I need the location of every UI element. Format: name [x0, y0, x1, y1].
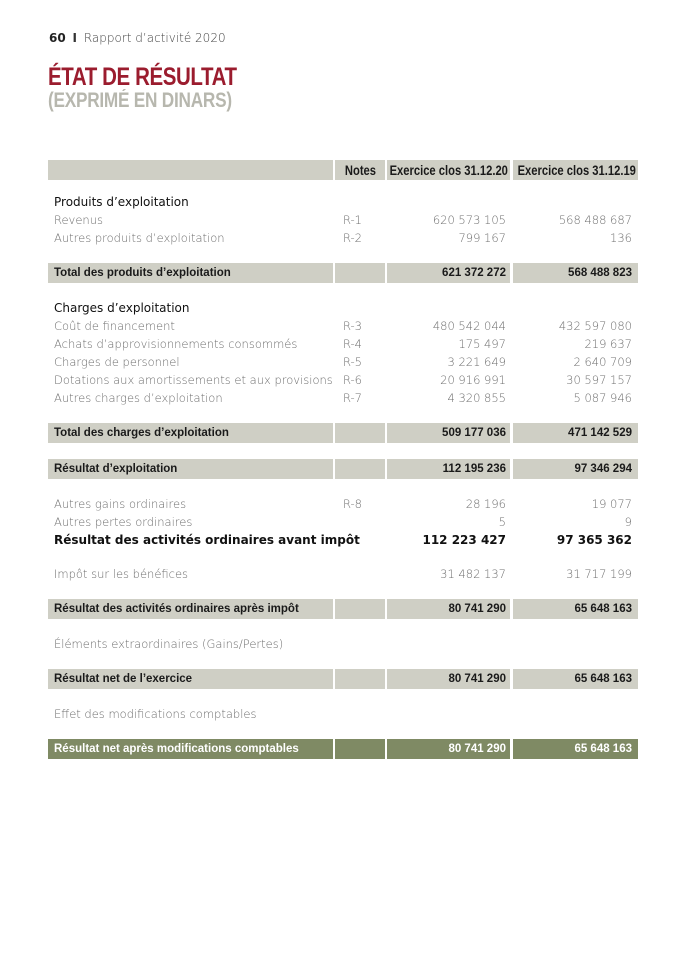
row-value-2019: 65 648 163	[513, 739, 638, 759]
table-row-total	[48, 263, 638, 283]
row-note	[335, 531, 385, 549]
row-value-2020: 620 573 105	[432, 213, 506, 227]
table-row	[48, 317, 638, 335]
row-label: Dotations aux amortissements et aux provisions	[54, 373, 333, 387]
row-value-2019: 568 488 823	[513, 263, 638, 283]
table-row-section	[48, 193, 638, 211]
table-row	[48, 353, 638, 371]
row-value-2020: 621 372 272	[387, 263, 510, 283]
row-note: R-2	[343, 231, 362, 245]
row-value-2020: 20 916 991	[440, 373, 506, 387]
row-note: R-1	[343, 213, 362, 227]
row-value-2019: 432 597 080	[558, 319, 632, 333]
row-value-2019: 9	[624, 515, 632, 529]
row-note	[335, 459, 385, 479]
report-title: Rapport d’activité 2020	[83, 31, 226, 45]
row-label: Résultat net après modifications comptables	[48, 739, 333, 759]
row-label: Autres gains ordinaires	[54, 497, 187, 511]
table-row-final-total	[48, 739, 638, 759]
row-value-2019: 5 087 946	[573, 391, 632, 405]
row-note	[335, 263, 385, 283]
table-row-total	[48, 423, 638, 443]
row-value-2020: 4 320 855	[447, 391, 506, 405]
row-label: Revenus	[54, 213, 103, 227]
row-note: R-3	[343, 319, 362, 333]
row-value-2020: 31 482 137	[440, 567, 506, 581]
header-separator: I	[72, 31, 77, 45]
page-header	[49, 31, 226, 45]
header-exercice-2019: Exercice clos 31.12.19	[513, 160, 638, 180]
table-row	[48, 635, 638, 653]
table-row	[48, 389, 638, 407]
table-row-total	[48, 459, 638, 479]
row-label: Éléments extraordinaires (Gains/Pertes)	[54, 637, 284, 651]
table-row	[48, 513, 638, 531]
row-label: Coût de financement	[54, 319, 175, 333]
row-note: R-4	[343, 337, 362, 351]
page-number: 60	[49, 31, 66, 45]
row-label: Total des charges d’exploitation	[48, 423, 333, 443]
row-note	[335, 565, 385, 583]
table-row	[48, 229, 638, 247]
row-value-2020: 112 195 236	[387, 459, 510, 479]
row-note	[335, 423, 385, 443]
row-note: R-7	[343, 391, 362, 405]
table-header-row	[48, 160, 638, 180]
row-value-2019: 219 637	[584, 337, 632, 351]
row-label: Résultat d’exploitation	[48, 459, 333, 479]
row-value-2020: 5	[498, 515, 506, 529]
row-note	[335, 599, 385, 619]
row-label: Résultat des activités ordinaires avant impôt	[54, 533, 360, 547]
row-value-2019: 136	[610, 231, 632, 245]
row-value-2019: 97 365 362	[556, 533, 632, 547]
row-value-2020: 480 542 044	[432, 319, 506, 333]
row-value-2020: 80 741 290	[387, 599, 510, 619]
row-value-2019: 568 488 687	[558, 213, 632, 227]
row-label: Impôt sur les bénéfices	[54, 567, 189, 581]
row-label: Autres produits d’exploitation	[54, 231, 225, 245]
row-value-2019: 65 648 163	[513, 669, 638, 689]
row-value-2019: 2 640 709	[573, 355, 632, 369]
table-row-subtotal	[48, 531, 638, 549]
row-value-2019: 471 142 529	[513, 423, 638, 443]
income-statement-table	[48, 160, 638, 759]
row-label: Autres charges d’exploitation	[54, 391, 223, 405]
table-row	[48, 495, 638, 513]
row-value-2020: 3 221 649	[447, 355, 506, 369]
row-value-2019: 30 597 157	[566, 373, 632, 387]
row-value-2019: 97 346 294	[513, 459, 638, 479]
row-value-2020: 28 196	[465, 497, 506, 511]
row-value-2020: 80 741 290	[387, 669, 510, 689]
row-label: Autres pertes ordinaires	[54, 515, 193, 529]
page-subtitle: (EXPRIMÉ EN DINARS)	[48, 89, 232, 112]
table-row-total	[48, 599, 638, 619]
table-row	[48, 335, 638, 353]
row-value-2020: 80 741 290	[387, 739, 510, 759]
row-note	[335, 739, 385, 759]
row-note	[335, 669, 385, 689]
page-title: ÉTAT DE RÉSULTAT	[48, 63, 237, 91]
row-note: R-5	[343, 355, 362, 369]
table-row	[48, 371, 638, 389]
row-value-2020: 112 223 427	[422, 533, 506, 547]
row-label: Résultat des activités ordinaires après impôt	[48, 599, 333, 619]
table-row	[48, 211, 638, 229]
row-note	[335, 513, 385, 531]
row-label: Charges de personnel	[54, 355, 180, 369]
row-label: Achats d’approvisionnements consommés	[54, 337, 298, 351]
row-value-2019: 31 717 199	[566, 567, 632, 581]
row-label: Produits d’exploitation	[54, 195, 189, 209]
table-row-total	[48, 669, 638, 689]
row-label: Résultat net de l’exercice	[48, 669, 333, 689]
row-value-2019: 19 077	[591, 497, 632, 511]
row-value-2020: 509 177 036	[387, 423, 510, 443]
table-row-section	[48, 299, 638, 317]
header-label-cell	[48, 160, 333, 180]
row-value-2019: 65 648 163	[513, 599, 638, 619]
table-row	[48, 705, 638, 723]
row-value-2020: 175 497	[458, 337, 506, 351]
table-row	[48, 565, 638, 583]
header-exercice-2020: Exercice clos 31.12.20	[387, 160, 510, 180]
row-label: Charges d’exploitation	[54, 301, 190, 315]
row-value-2020: 799 167	[458, 231, 506, 245]
row-label: Effet des modifications comptables	[54, 707, 257, 721]
row-note: R-6	[343, 373, 362, 387]
row-note: R-8	[343, 497, 362, 511]
row-label: Total des produits d’exploitation	[48, 263, 333, 283]
header-notes: Notes	[335, 160, 385, 180]
